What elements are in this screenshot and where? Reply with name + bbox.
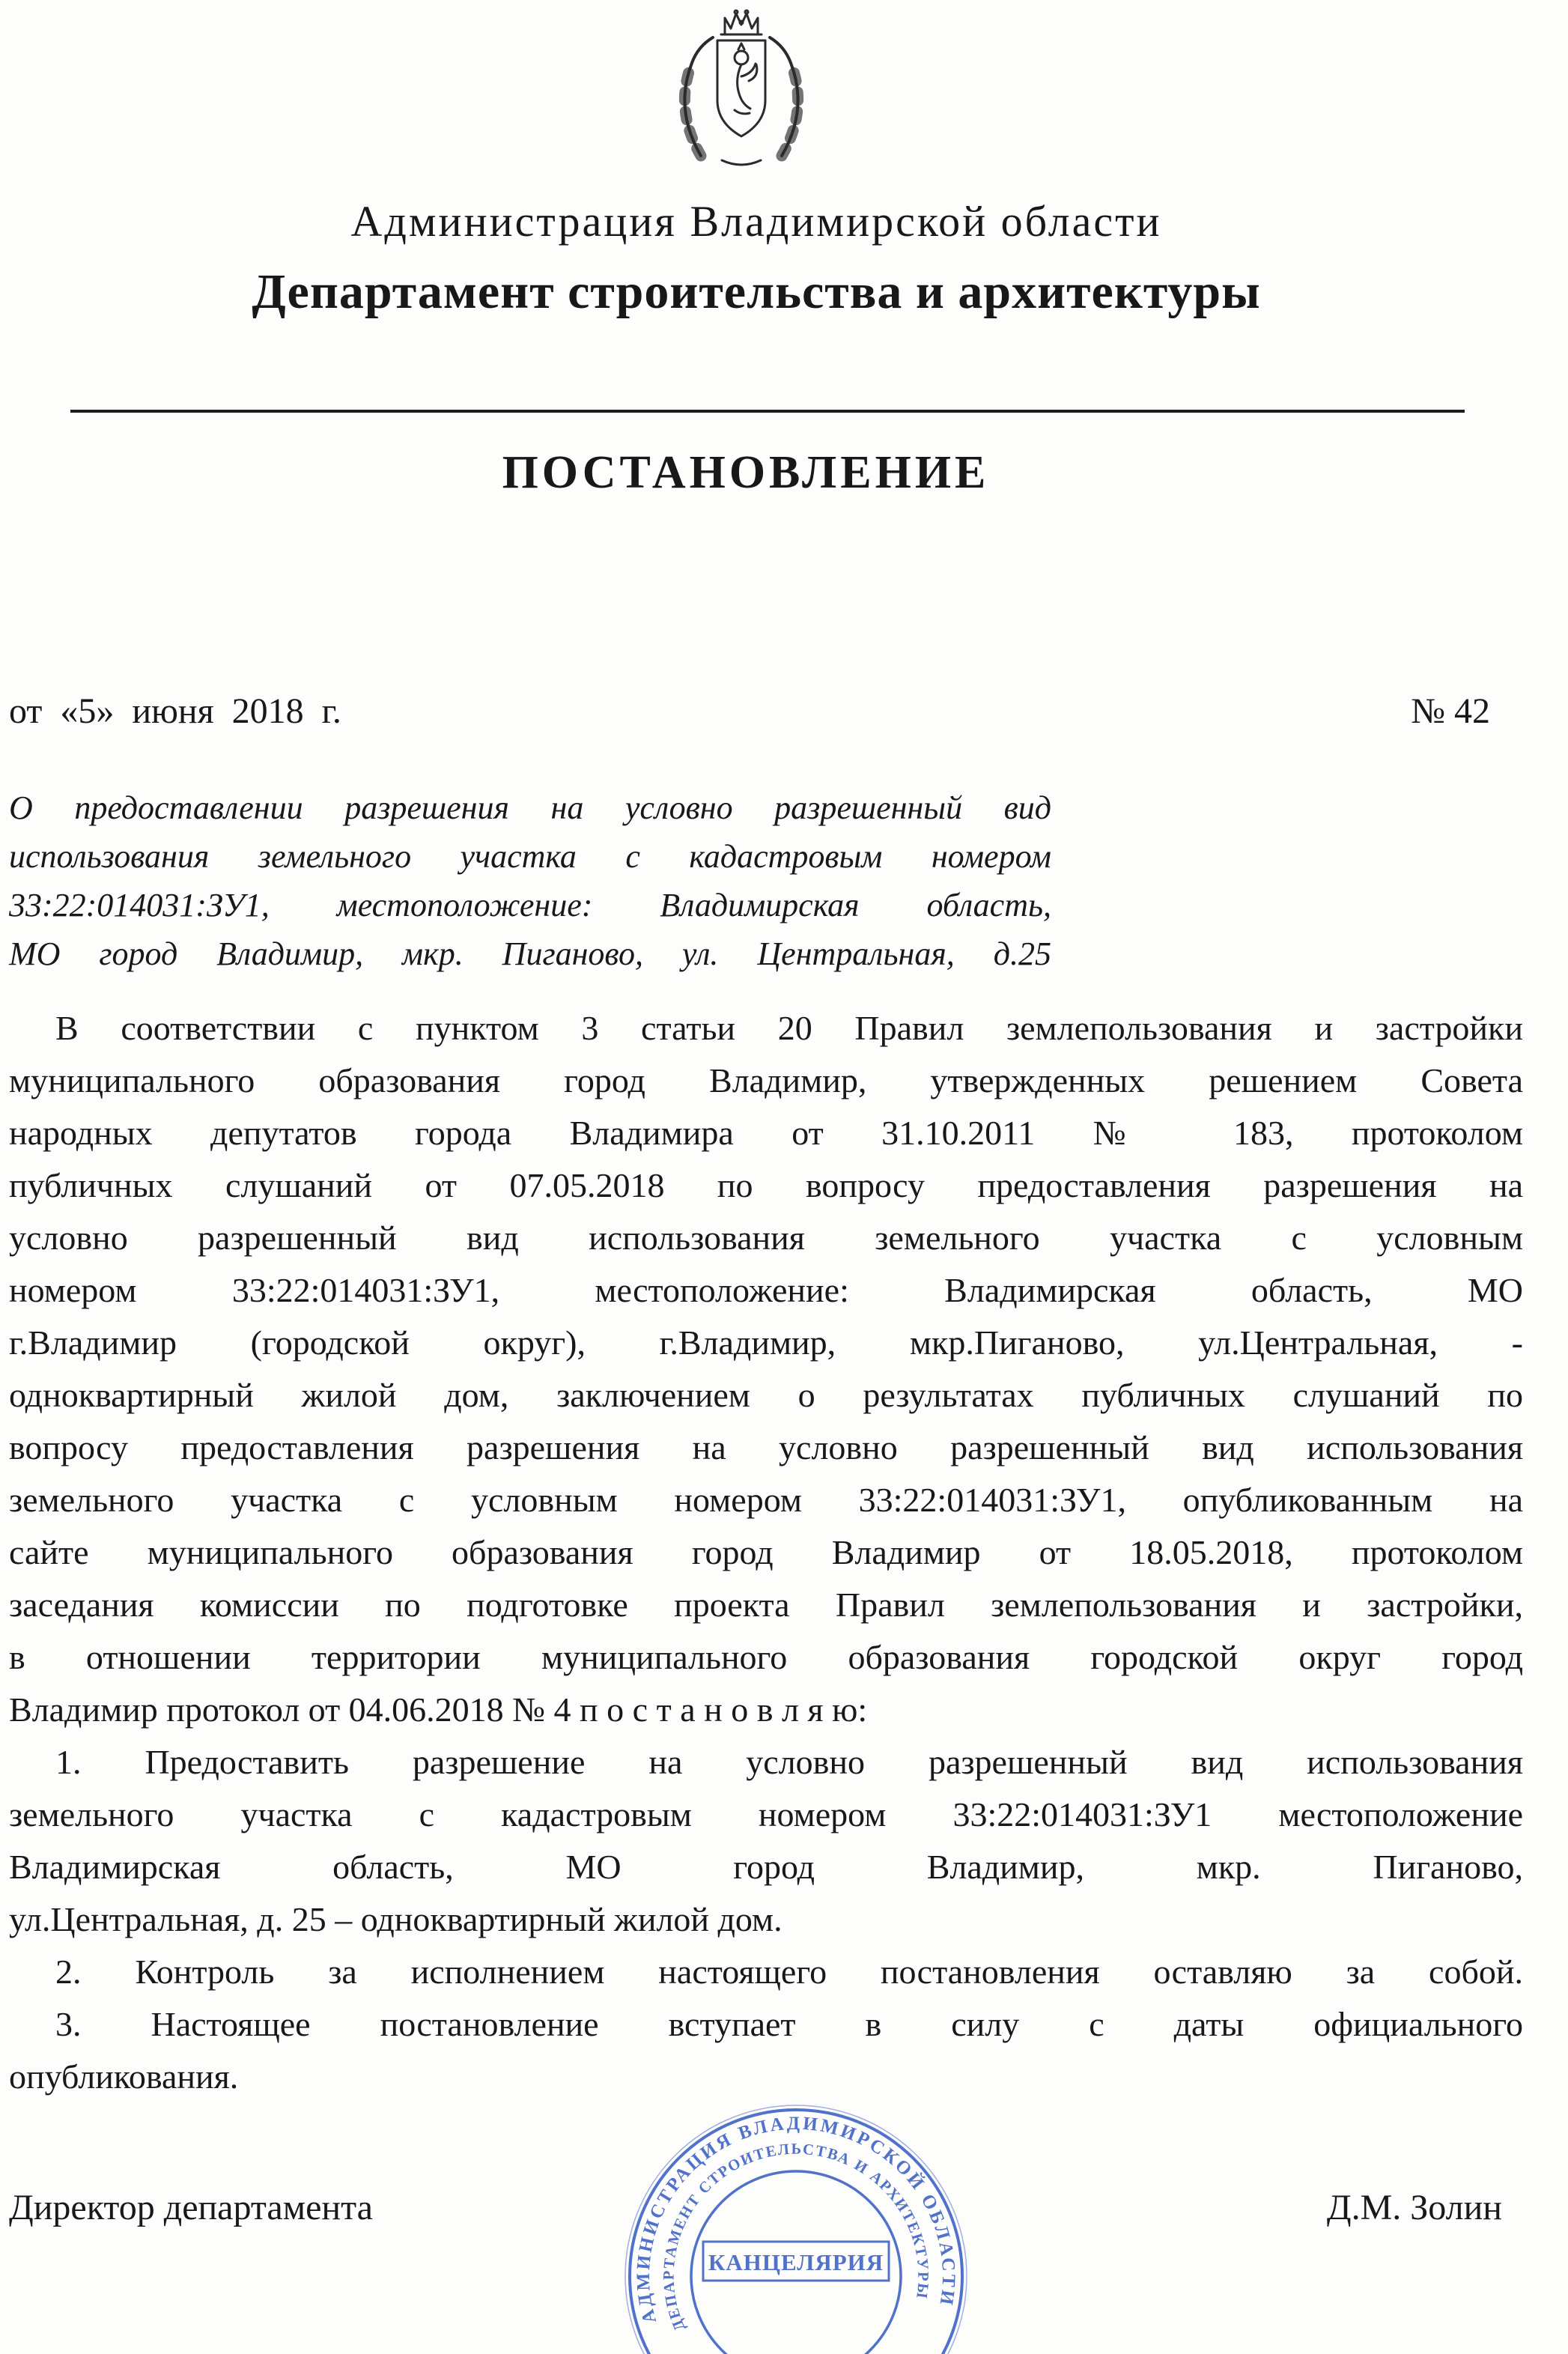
signer-position: Директор департамента: [9, 2188, 373, 2227]
date-number-row: [9, 691, 1490, 732]
subject-line: О предоставлении разрешения на условно разрешенный вид: [9, 789, 1051, 826]
signer-name: Д.М. Золин: [1326, 2188, 1502, 2227]
subject-line: 33:22:014031:ЗУ1, местоположение: Владимирская область,: [9, 887, 1051, 923]
body-line: одноквартирный жилой дом, заключением о результатах публичных слушаний по: [9, 1376, 1523, 1414]
body-line: публичных слушаний от 07.05.2018 по вопросу предоставления разрешения на: [9, 1166, 1523, 1204]
organization-name: Администрация Владимирской области: [350, 197, 1162, 246]
document-number: № 42: [1411, 691, 1490, 731]
subject-line: МО город Владимир, мкр. Пиганово, ул. Центральная, д.25: [9, 935, 1051, 972]
header-divider: [70, 410, 1465, 413]
vladimir-region-coat-of-arms-icon: [645, 4, 837, 175]
body-line-item-1: 1. Предоставить разрешение на условно разрешенный вид использования: [55, 1743, 1523, 1781]
stamp-inner-ring-text: ДЕПАРТАМЕНТ СТРОИТЕЛЬСТВА И АРХИТЕКТУРЫ: [660, 2141, 932, 2334]
subject-block: [9, 783, 1051, 978]
body-line: Владимирская область, МО город Владимир, мкр. Пиганово,: [9, 1848, 1523, 1886]
body-line: народных депутатов города Владимира от 31.10.2011 № 183, протоколом: [9, 1114, 1523, 1152]
document-date: от «5» июня 2018 г.: [9, 691, 341, 731]
body-line: заседания комиссии по подготовке проекта Правил землепользования и застройки,: [9, 1586, 1523, 1624]
body-line: В соответствии с пунктом 3 статьи 20 Правил землепользования и застройки: [55, 1009, 1523, 1047]
decree-body: [9, 1002, 1523, 2103]
body-line: номером 33:22:014031:ЗУ1, местоположение: Владимирская область, МО: [9, 1271, 1523, 1309]
subject-line: использования земельного участка с кадастровым номером: [9, 838, 1051, 875]
body-line: земельного участка с условным номером 33:22:014031:ЗУ1, опубликованным на: [9, 1481, 1523, 1519]
department-name: Департамент строительства и архитектуры: [252, 264, 1261, 319]
body-line: Владимир протокол от 04.06.2018 № 4 п о с т а н о в л я ю:: [9, 1690, 868, 1729]
body-line: вопросу предоставления разрешения на условно разрешенный вид использования: [9, 1428, 1523, 1466]
body-line: ул.Центральная, д. 25 – одноквартирный жилой дом.: [9, 1900, 783, 1938]
stamp-center-text: КАНЦЕЛЯРИЯ: [708, 2249, 884, 2275]
stamp-outer-ring-text: АДМИНИСТРАЦИЯ ВЛАДИМИРСКОЙ ОБЛАСТИ: [633, 2113, 959, 2326]
body-line-item-3: 3. Настоящее постановление вступает в силу с даты официального: [55, 2005, 1523, 2043]
body-line: сайте муниципального образования город Владимир от 18.05.2018, протоколом: [9, 1533, 1523, 1571]
body-line: опубликования.: [9, 2057, 239, 2096]
body-line: в отношении территории муниципального образования городской округ город: [9, 1638, 1523, 1676]
body-line: г.Владимир (городской округ), г.Владимир, мкр.Пиганово, ул.Центральная, -: [9, 1323, 1523, 1362]
body-line: условно разрешенный вид использования земельного участка с условным: [9, 1219, 1523, 1257]
body-line: муниципального образования город Владимир, утвержденных решением Совета: [9, 1061, 1523, 1099]
document-type-title: ПОСТАНОВЛЕНИЕ: [502, 447, 990, 498]
chancellery-stamp: [625, 2105, 967, 2354]
body-line: земельного участка с кадастровым номером 33:22:014031:ЗУ1 местоположение: [9, 1795, 1523, 1833]
body-line-item-2: 2. Контроль за исполнением настоящего постановления оставляю за собой.: [55, 1953, 1523, 1991]
